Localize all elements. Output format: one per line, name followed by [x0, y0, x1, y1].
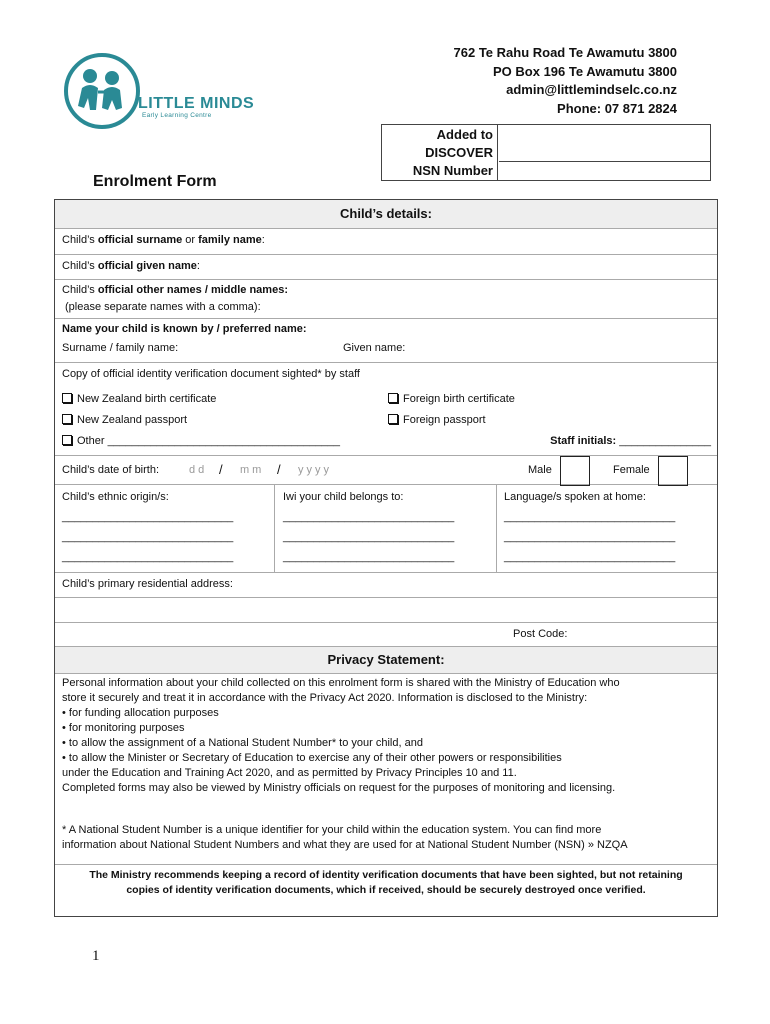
page-number: 1 — [92, 948, 100, 964]
dob-day[interactable]: dd — [189, 464, 208, 476]
checkbox-icon[interactable] — [388, 414, 398, 424]
logo — [62, 48, 227, 134]
checkbox-icon[interactable] — [62, 414, 72, 424]
privacy-heading: Privacy Statement: — [55, 647, 717, 674]
languages-line-3[interactable]: ____________________________ — [504, 551, 676, 563]
dob-row — [55, 456, 717, 485]
iwi-line-2[interactable]: ____________________________ — [283, 531, 455, 543]
nsn-number-label: NSN Number — [412, 163, 493, 178]
ethnic-line-1[interactable]: ____________________________ — [62, 511, 234, 523]
male-checkbox[interactable] — [560, 456, 590, 486]
ministry-line-2: copies of identity verification documents, which if received, should be securely destroyed once verified. — [126, 884, 646, 896]
given-name-label: Child’s official given name: — [62, 260, 200, 272]
preferred-name-row[interactable] — [55, 319, 717, 363]
checkbox-icon[interactable] — [62, 393, 72, 403]
added-to-label: Added to — [436, 127, 493, 142]
logo-subtitle: Early Learning Centre — [142, 112, 212, 119]
privacy-p4: Completed forms may also be viewed by Ministry officials on request for the purposes of monitoring and licensing. — [62, 782, 616, 794]
preferred-name-label: Name your child is known by / preferred name: — [62, 323, 307, 335]
dob-slash-2: / — [277, 462, 281, 477]
phone: Phone: 07 871 2824 — [557, 100, 677, 116]
iwi-label: Iwi your child belongs to: — [283, 491, 404, 503]
ethnic-line-2[interactable]: ____________________________ — [62, 531, 234, 543]
checkbox-icon[interactable] — [62, 435, 72, 445]
foreign-passport-option[interactable]: Foreign passport — [388, 414, 486, 426]
privacy-p2: store it securely and treat it in accordance with the Privacy Act 2020. Information is disclosed to the Ministry: — [62, 692, 588, 704]
iwi-line-3[interactable]: ____________________________ — [283, 551, 455, 563]
male-label: Male — [528, 464, 552, 476]
checkbox-icon[interactable] — [388, 393, 398, 403]
nsn-note-1: * A National Student Number is a unique identifier for your child within the education system. You can find more — [62, 824, 602, 836]
nsn-note — [62, 823, 710, 853]
address-line-row[interactable] — [55, 598, 717, 623]
given-name-row[interactable] — [55, 255, 717, 280]
address-line2: PO Box 196 Te Awamutu 3800 — [493, 63, 677, 79]
discover-table — [381, 124, 711, 181]
ministry-recommendation — [55, 868, 717, 898]
verification-label: Copy of official identity verification document sighted* by staff — [62, 368, 360, 380]
ethnic-origin-label: Child’s ethnic origin/s: — [62, 491, 169, 503]
logo-title: LITTLE MINDS — [138, 95, 255, 112]
iwi-line-1[interactable]: ____________________________ — [283, 511, 455, 523]
other-option[interactable]: Other ______________________________________ — [62, 435, 340, 447]
other-names-row[interactable] — [55, 280, 717, 319]
female-checkbox[interactable] — [658, 456, 688, 486]
foreign-birth-option[interactable]: Foreign birth certificate — [388, 393, 515, 405]
discover-label: DISCOVER — [425, 145, 493, 160]
address-row[interactable] — [55, 573, 717, 598]
other-names-label: Child’s official other names / middle names: — [62, 284, 288, 296]
preferred-given-label: Given name: — [343, 342, 406, 354]
ministry-line-1: The Ministry recommends keeping a record of identity verification documents that have been sighted, but not retaining — [89, 869, 683, 881]
post-code-row[interactable] — [55, 623, 717, 647]
dob-year[interactable]: yyyy — [298, 464, 332, 476]
column-divider — [274, 485, 275, 572]
surname-label: Child’s official surname or family name: — [62, 234, 265, 246]
privacy-bullet-1: • for funding allocation purposes — [62, 707, 219, 719]
privacy-bullet-3: • to allow the assignment of a National Student Number* to your child, and — [62, 737, 423, 749]
origin-row — [55, 485, 717, 573]
address-line1: 762 Te Rahu Road Te Awamutu 3800 — [453, 45, 677, 60]
female-label: Female — [613, 464, 650, 476]
enrolment-form — [54, 199, 718, 917]
privacy-p1: Personal information about your child collected on this enrolment form is shared with the Ministry of Education who — [62, 677, 620, 689]
children-logo-icon — [62, 48, 142, 134]
privacy-statement — [62, 676, 710, 796]
languages-line-2[interactable]: ____________________________ — [504, 531, 676, 543]
privacy-bullet-4: • to allow the Minister or Secretary of Education to exercise any of their other powers or responsibilities — [62, 752, 562, 764]
address-label: Child’s primary residential address: — [62, 578, 233, 590]
nsn-note-2: information about National Student Numbers and what they are used for at National Student Number (NSN) » NZQA — [62, 839, 628, 851]
verification-row — [55, 363, 717, 456]
divider — [55, 864, 717, 865]
other-names-note: (please separate names with a comma): — [65, 301, 261, 313]
privacy-bullet-2: • for monitoring purposes — [62, 722, 185, 734]
childs-details-heading: Child’s details: — [55, 200, 717, 229]
form-title: Enrolment Form — [93, 173, 217, 190]
nz-passport-option[interactable]: New Zealand passport — [62, 414, 187, 426]
dob-slash-1: / — [219, 462, 223, 477]
preferred-surname-label: Surname / family name: — [62, 342, 179, 354]
privacy-p3: under the Education and Training Act 2020, and as permitted by Privacy Principles 10 and 11. — [62, 767, 517, 779]
languages-line-1[interactable]: ____________________________ — [504, 511, 676, 523]
email: admin@littlemindselc.co.nz — [506, 82, 677, 97]
dob-label: Child’s date of birth: — [62, 464, 160, 476]
nsn-number-field[interactable] — [499, 162, 710, 180]
languages-label: Language/s spoken at home: — [504, 491, 646, 503]
surname-row[interactable] — [55, 229, 717, 255]
post-code-label: Post Code: — [513, 628, 568, 640]
column-divider — [496, 485, 497, 572]
discover-field[interactable] — [499, 125, 710, 162]
staff-initials[interactable]: Staff initials: _______________ — [550, 435, 711, 447]
address-block — [454, 44, 677, 118]
ethnic-line-3[interactable]: ____________________________ — [62, 551, 234, 563]
nz-birth-option[interactable]: New Zealand birth certificate — [62, 393, 216, 405]
discover-labels — [382, 125, 498, 180]
dob-month[interactable]: mm — [240, 464, 265, 476]
